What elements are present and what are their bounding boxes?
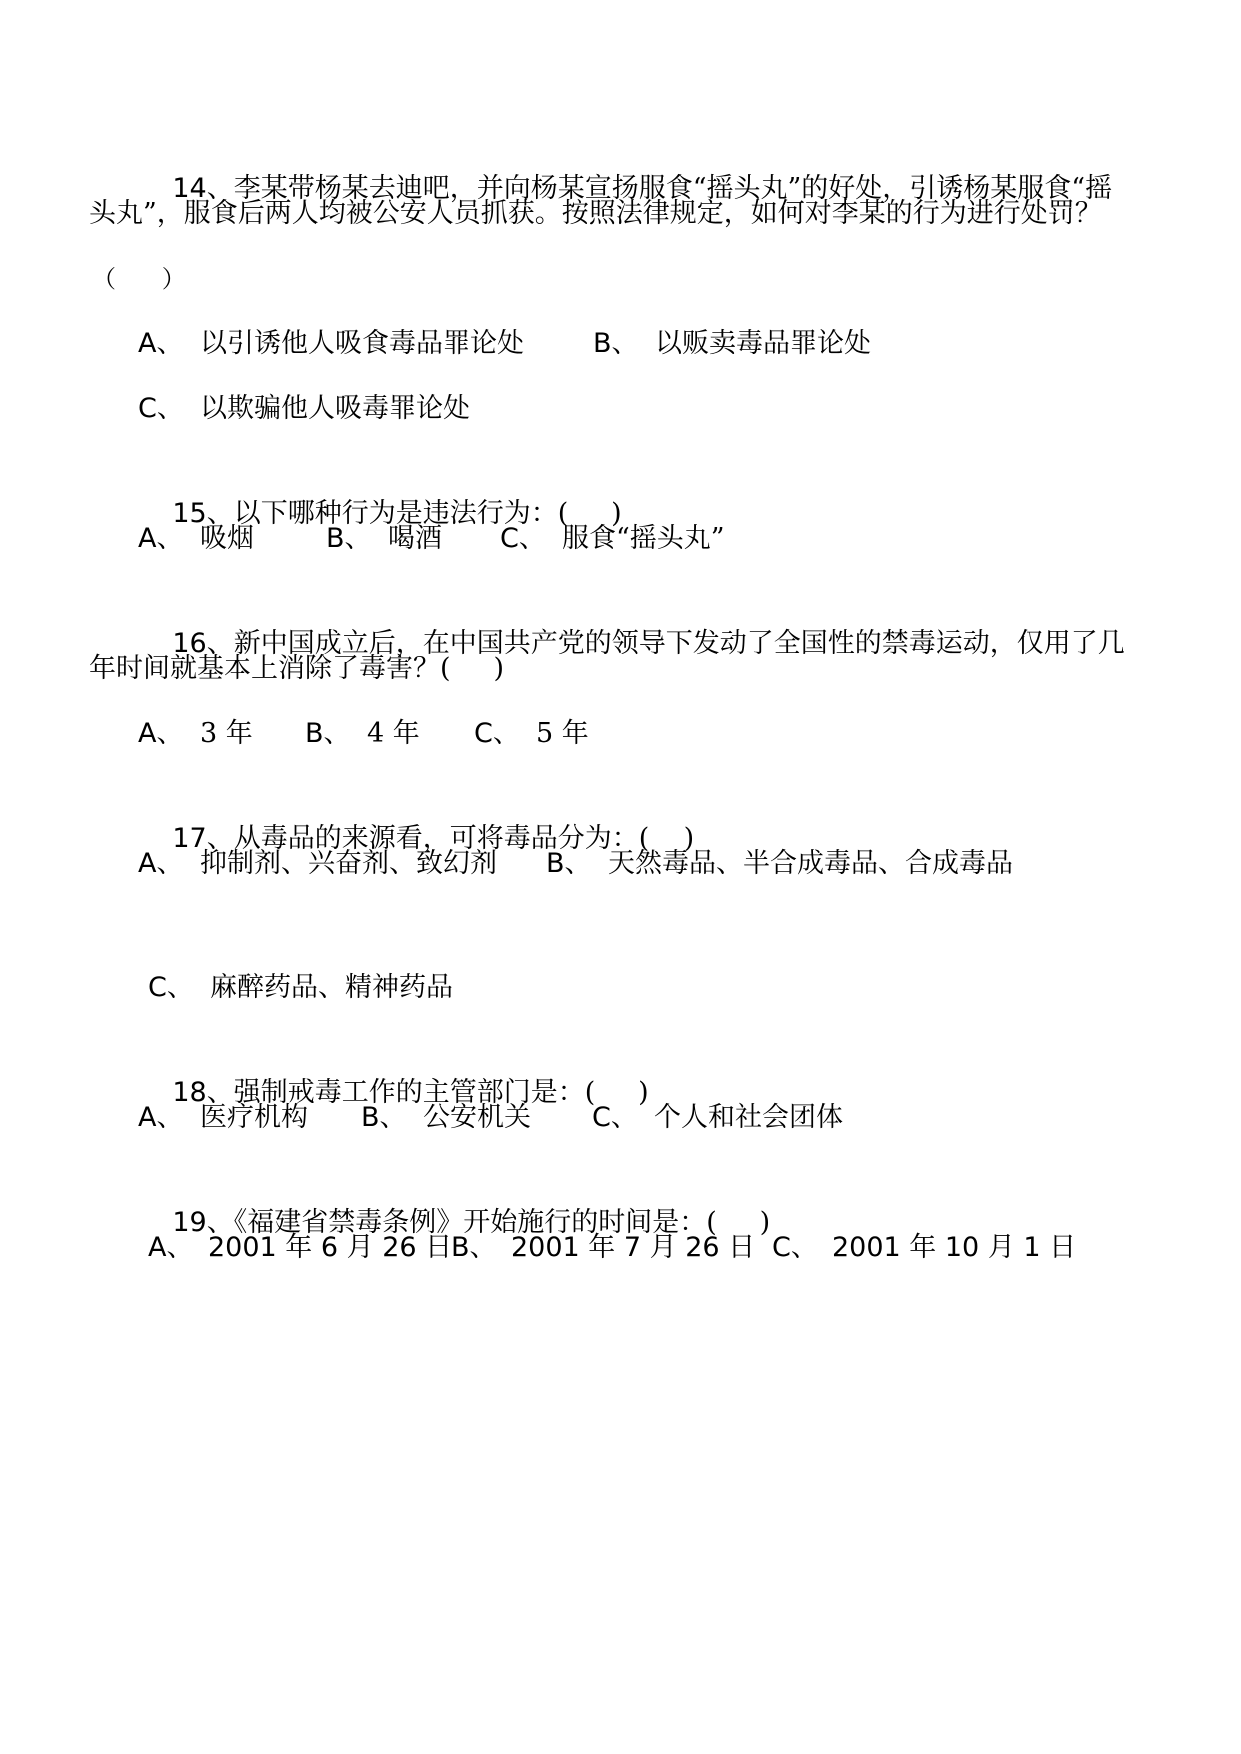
question-16-line-2: 年时间就基本上消除了毒害？( ) xyxy=(89,653,504,684)
option-letter: A、 xyxy=(138,1102,184,1133)
question-number: 16、 xyxy=(172,628,234,659)
question-14-options-row-1 xyxy=(138,324,1138,364)
option-text: 4 年 xyxy=(367,718,420,749)
option-letter: A、 xyxy=(138,328,184,359)
question-text: 《福建省禁毒条例》开始施行的时间是：( ) xyxy=(233,1207,771,1238)
question-number: 19、 xyxy=(172,1207,234,1238)
option-letter: B、 xyxy=(361,1102,407,1133)
question-text: 从毒品的来源看，可将毒品分为：( ) xyxy=(233,823,695,854)
answer-blank: （ ） xyxy=(92,265,186,293)
option-text: 2001 年 10 月 1 日 xyxy=(832,1232,1077,1263)
option-letter: A、 xyxy=(138,718,184,749)
option-text: 5 年 xyxy=(536,718,589,749)
question-16-options xyxy=(138,714,1138,754)
option-letter: A、 xyxy=(138,523,184,554)
option-text: 2001 年 6 月 26 日 xyxy=(208,1232,453,1263)
option-text: 以贩卖毒品罪论处 xyxy=(655,328,871,359)
option-text: 医疗机构 xyxy=(200,1102,308,1133)
option-letter: A、 xyxy=(148,1232,194,1263)
option-letter: B、 xyxy=(451,1232,497,1263)
option-letter: B、 xyxy=(305,718,351,749)
option-text: 喝酒 xyxy=(388,523,442,554)
option-text: 公安机关 xyxy=(423,1102,531,1133)
option-letter: B、 xyxy=(546,848,592,879)
option-text: 抑制剂、兴奋剂、致幻剂 xyxy=(200,848,497,879)
option-letter: C、 xyxy=(148,972,194,1003)
option-letter: A、 xyxy=(138,848,184,879)
question-15-options xyxy=(138,519,1138,559)
option-letter: C、 xyxy=(474,718,520,749)
option-letter: C、 xyxy=(500,523,546,554)
option-text: 吸烟 xyxy=(200,523,254,554)
option-letter: C、 xyxy=(138,393,184,424)
option-letter: B、 xyxy=(593,328,639,359)
option-letter: C、 xyxy=(772,1232,818,1263)
option-text: 天然毒品、半合成毒品、合成毒品 xyxy=(608,848,1013,879)
question-14-options-row-2 xyxy=(138,389,1138,429)
question-number: 17、 xyxy=(172,823,234,854)
option-text: 以引诱他人吸食毒品罪论处 xyxy=(200,328,524,359)
question-14-line-2: 头丸”，服食后两人均被公安人员抓获。按照法律规定，如何对李某的行为进行处罚？ xyxy=(89,198,1102,229)
option-text: 2001 年 7 月 26 日 xyxy=(511,1232,756,1263)
option-text: 3 年 xyxy=(200,718,253,749)
question-17-options-row-1 xyxy=(138,844,1138,884)
question-number: 15、 xyxy=(172,498,234,529)
question-17-options-row-2 xyxy=(148,968,1148,1008)
option-letter: C、 xyxy=(592,1102,638,1133)
option-letter: B、 xyxy=(326,523,372,554)
question-19-options xyxy=(148,1228,1148,1268)
question-number: 18、 xyxy=(172,1077,234,1108)
option-text: 以欺骗他人吸毒罪论处 xyxy=(200,393,470,424)
question-text: 以下哪种行为是违法行为：( ) xyxy=(233,498,622,529)
question-18-options xyxy=(138,1098,1138,1138)
question-number: 14、 xyxy=(172,173,234,204)
option-text: 服食“摇头丸” xyxy=(562,523,725,554)
question-text: 新中国成立后，在中国共产党的领导下发动了全国性的禁毒运动，仅用了几 xyxy=(233,628,1125,659)
question-text: 李某带杨某去迪吧，并向杨某宣扬服食“摇头丸”的好处，引诱杨某服食“摇 xyxy=(233,173,1113,204)
option-text: 个人和社会团体 xyxy=(654,1102,843,1133)
option-text: 麻醉药品、精神药品 xyxy=(210,972,453,1003)
question-text: 强制戒毒工作的主管部门是：( ) xyxy=(233,1077,649,1108)
